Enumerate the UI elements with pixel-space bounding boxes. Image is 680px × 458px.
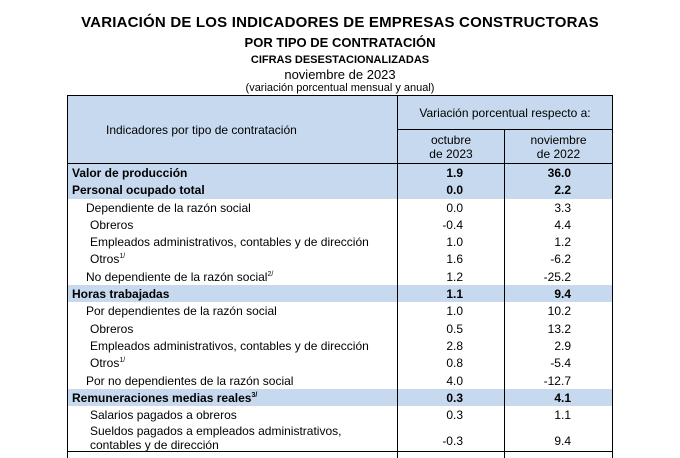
value-monthly: 0.5 bbox=[446, 321, 463, 336]
value-annual: 4.4 bbox=[554, 217, 571, 232]
value-monthly-cell bbox=[398, 199, 505, 216]
value-monthly: 0.0 bbox=[446, 200, 463, 215]
row-label-text: Personal ocupado total bbox=[72, 183, 205, 198]
value-monthly-cell bbox=[398, 302, 505, 319]
title-line-3: CIFRAS DESESTACIONALIZADAS bbox=[250, 54, 430, 66]
title-units: (variación porcentual mensual y anual) bbox=[245, 82, 435, 94]
value-monthly: 0.3 bbox=[446, 390, 463, 405]
indicators-header-label: Indicadores por tipo de contratación bbox=[106, 123, 297, 137]
value-annual: 3.3 bbox=[554, 200, 571, 215]
row-label-cell bbox=[68, 320, 398, 337]
value-monthly-cell bbox=[398, 406, 505, 423]
value-monthly-cell bbox=[398, 354, 505, 371]
value-annual-cell bbox=[505, 337, 612, 354]
row-label: Dependiente de la razón social bbox=[86, 200, 251, 215]
indicators-header-cell bbox=[68, 96, 398, 163]
table-row bbox=[68, 302, 612, 319]
value-annual: 1.1 bbox=[554, 408, 571, 423]
value-monthly: -0.3 bbox=[442, 434, 463, 449]
value-annual-cell bbox=[505, 354, 612, 371]
value-annual-cell bbox=[505, 164, 612, 181]
column-header-october-2023 bbox=[398, 130, 505, 163]
table-row bbox=[68, 268, 612, 285]
row-label-cell bbox=[68, 406, 398, 423]
value-monthly: 1.2 bbox=[446, 269, 463, 284]
value-monthly-cell bbox=[398, 250, 505, 267]
row-label-cell bbox=[68, 302, 398, 319]
value-annual: 36.0 bbox=[547, 166, 571, 180]
value-annual: 2.2 bbox=[554, 183, 571, 198]
row-label: Por dependientes de la razón social bbox=[86, 304, 277, 319]
value-annual-cell bbox=[505, 216, 612, 233]
value-monthly-cell bbox=[398, 423, 505, 458]
value-annual-cell bbox=[505, 233, 612, 250]
table-row bbox=[68, 285, 612, 302]
table-row bbox=[68, 372, 612, 389]
table-row bbox=[68, 389, 612, 406]
row-label bbox=[72, 166, 187, 180]
value-annual: 9.4 bbox=[554, 434, 571, 449]
table-header bbox=[68, 96, 612, 164]
row-label-cell bbox=[68, 389, 398, 406]
value-annual: 9.4 bbox=[554, 287, 571, 302]
value-monthly-cell bbox=[398, 268, 505, 285]
value-monthly-cell bbox=[398, 389, 505, 406]
column-header-november-line1: noviembre bbox=[530, 133, 587, 147]
row-label-cell bbox=[68, 164, 398, 181]
value-annual-cell bbox=[505, 406, 612, 423]
value-annual: -12.7 bbox=[543, 373, 571, 388]
row-label-cell bbox=[68, 233, 398, 250]
table-body bbox=[68, 164, 612, 458]
row-label-text: No dependiente de la razón social bbox=[86, 269, 268, 284]
table-row bbox=[68, 320, 612, 337]
indicators-table bbox=[67, 95, 613, 458]
value-annual: 4.1 bbox=[554, 390, 571, 405]
value-monthly-cell bbox=[398, 216, 505, 233]
value-annual-cell bbox=[505, 250, 612, 267]
row-label-cell bbox=[68, 199, 398, 216]
value-annual-cell bbox=[505, 268, 612, 285]
footnote-marker: 2/ bbox=[267, 270, 274, 278]
row-label bbox=[72, 391, 257, 405]
value-annual: 13.2 bbox=[547, 321, 571, 336]
row-label: Empleados administrativos, contables y de dirección bbox=[90, 235, 369, 250]
table-row bbox=[68, 181, 612, 198]
row-label-cell bbox=[68, 250, 398, 267]
value-monthly-cell bbox=[398, 285, 505, 302]
value-annual-cell bbox=[505, 302, 612, 319]
row-label: Obreros bbox=[90, 217, 134, 232]
footnote-marker: 1/ bbox=[119, 357, 126, 365]
title-line-2: POR TIPO DE CONTRATACIÓN bbox=[244, 35, 436, 50]
table-row bbox=[68, 337, 612, 354]
row-label-cell bbox=[68, 268, 398, 285]
row-label-text: Remuneraciones medias reales bbox=[72, 390, 252, 405]
table-row bbox=[68, 233, 612, 250]
value-annual-cell bbox=[505, 423, 612, 458]
column-header-november-2022 bbox=[505, 130, 612, 163]
value-monthly: 0.0 bbox=[446, 183, 463, 198]
table-row bbox=[68, 216, 612, 233]
footnote-marker: 3/ bbox=[251, 391, 258, 399]
row-label bbox=[90, 252, 125, 266]
row-label-cell bbox=[68, 216, 398, 233]
row-label-cell bbox=[68, 337, 398, 354]
row-label: Sueldos pagados a empleados administrativos, contables y de dirección bbox=[90, 424, 342, 453]
row-label: Empleados administrativos, contables y de dirección bbox=[90, 338, 369, 353]
title-period: noviembre de 2023 bbox=[284, 67, 396, 82]
value-monthly: 1.0 bbox=[446, 304, 463, 319]
row-label-cell bbox=[68, 423, 398, 458]
value-monthly: 4.0 bbox=[446, 373, 463, 388]
value-annual: -5.4 bbox=[550, 356, 571, 371]
row-label: Obreros bbox=[90, 321, 134, 336]
value-annual-cell bbox=[505, 285, 612, 302]
value-annual-cell bbox=[505, 320, 612, 337]
row-label bbox=[72, 183, 205, 197]
row-label bbox=[90, 356, 125, 370]
row-label-cell bbox=[68, 181, 398, 198]
footnote-marker: 1/ bbox=[119, 253, 126, 261]
table-row bbox=[68, 199, 612, 216]
value-monthly-cell bbox=[398, 164, 505, 181]
value-monthly-cell bbox=[398, 233, 505, 250]
value-annual-cell bbox=[505, 389, 612, 406]
title-line-1: VARIACIÓN DE LOS INDICADORES DE EMPRESAS CONSTRUCTORAS bbox=[81, 14, 599, 31]
value-annual: 2.9 bbox=[554, 338, 571, 353]
column-header-october-line1: octubre bbox=[430, 133, 472, 147]
value-monthly-cell bbox=[398, 337, 505, 354]
value-monthly: 1.9 bbox=[446, 166, 463, 180]
row-label-text: Valor de producción bbox=[72, 166, 188, 180]
value-monthly: 2.8 bbox=[446, 338, 463, 353]
row-label-cell bbox=[68, 285, 398, 302]
value-annual-cell bbox=[505, 181, 612, 198]
table-row bbox=[68, 423, 612, 458]
column-header-november-line2: de 2022 bbox=[536, 147, 581, 161]
value-annual: 10.2 bbox=[547, 304, 571, 319]
value-monthly: 0.3 bbox=[446, 408, 463, 423]
value-monthly: 1.0 bbox=[446, 235, 463, 250]
table-row bbox=[68, 250, 612, 267]
table-row bbox=[68, 354, 612, 371]
row-label: Por no dependientes de la razón social bbox=[86, 373, 294, 388]
value-monthly-cell bbox=[398, 181, 505, 198]
table-row bbox=[68, 164, 612, 181]
value-monthly: 1.1 bbox=[446, 287, 463, 302]
value-monthly-cell bbox=[398, 320, 505, 337]
row-label: Salarios pagados a obreros bbox=[90, 408, 237, 423]
row-label-cell bbox=[68, 354, 398, 371]
value-annual-cell bbox=[505, 372, 612, 389]
value-monthly: 0.8 bbox=[446, 356, 463, 371]
row-label-cell bbox=[68, 372, 398, 389]
row-label-text: Otros bbox=[90, 252, 120, 267]
value-monthly: 1.6 bbox=[446, 252, 463, 267]
column-header-october-line2: de 2023 bbox=[429, 147, 473, 161]
row-label: Horas trabajadas bbox=[72, 287, 170, 302]
value-monthly-cell bbox=[398, 372, 505, 389]
row-label bbox=[86, 270, 273, 284]
value-annual: 1.2 bbox=[554, 235, 571, 250]
value-annual-cell bbox=[505, 199, 612, 216]
table-row bbox=[68, 406, 612, 423]
value-monthly: -0.4 bbox=[442, 217, 463, 232]
variation-header: Variación porcentual respecto a: bbox=[398, 96, 612, 130]
row-label-text: Otros bbox=[90, 356, 120, 371]
value-annual: -6.2 bbox=[550, 252, 571, 267]
value-annual: -25.2 bbox=[543, 269, 571, 284]
table-bottom-border bbox=[67, 451, 613, 452]
